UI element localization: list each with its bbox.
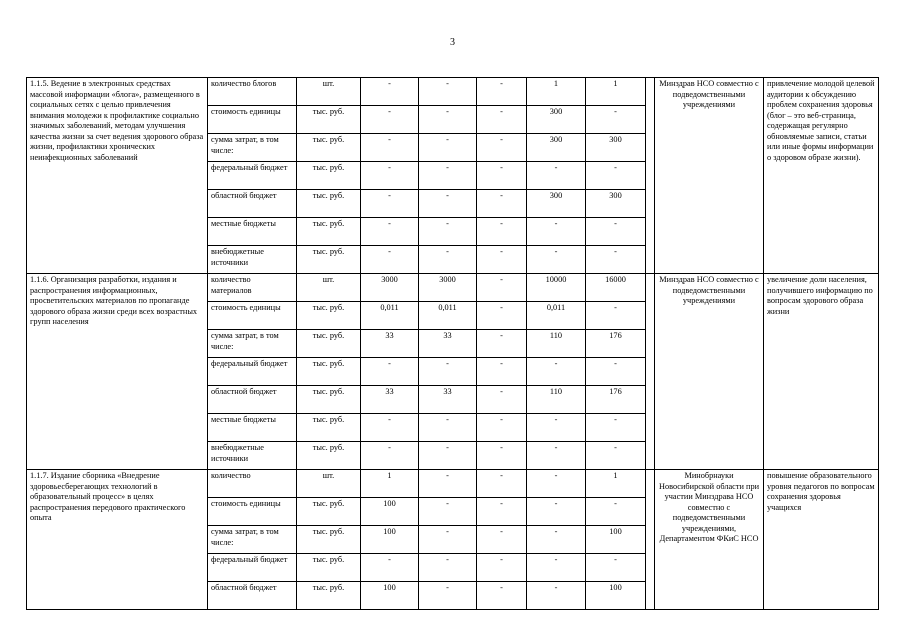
value-cell: 300 <box>586 134 646 162</box>
indicator-cell: количество материалов <box>208 274 297 302</box>
value-cell: - <box>361 190 419 218</box>
value-cell: - <box>586 442 646 470</box>
value-cell: 176 <box>586 386 646 414</box>
value-cell: - <box>586 162 646 190</box>
unit-cell: шт. <box>297 470 361 498</box>
value-cell: 100 <box>586 582 646 610</box>
unit-cell: тыс. руб. <box>297 414 361 442</box>
value-cell: 10000 <box>527 274 586 302</box>
value-cell: - <box>527 470 586 498</box>
value-cell: - <box>527 218 586 246</box>
responsible-executor: Минздрав НСО совместно с подведомственными учреждениями <box>655 78 764 274</box>
value-cell: - <box>419 218 477 246</box>
value-cell: - <box>586 218 646 246</box>
unit-cell: тыс. руб. <box>297 386 361 414</box>
unit-cell: тыс. руб. <box>297 358 361 386</box>
value-cell: 1 <box>527 78 586 106</box>
value-cell: - <box>527 498 586 526</box>
indicator-cell: количество блогов <box>208 78 297 106</box>
indicator-cell: областной бюджет <box>208 190 297 218</box>
value-cell: 100 <box>361 498 419 526</box>
indicator-cell: внебюджетные источники <box>208 246 297 274</box>
expected-result: увеличение доли населения, получившего информацию по вопросам здорового образа жизни <box>764 274 879 470</box>
value-cell: - <box>477 134 527 162</box>
indicator-cell: сумма затрат, в том числе: <box>208 330 297 358</box>
value-cell: - <box>477 526 527 554</box>
value-cell: 100 <box>361 526 419 554</box>
unit-cell: тыс. руб. <box>297 106 361 134</box>
unit-cell: тыс. руб. <box>297 330 361 358</box>
unit-cell: тыс. руб. <box>297 134 361 162</box>
value-cell: 0,011 <box>419 302 477 330</box>
value-cell: - <box>477 162 527 190</box>
value-cell: 100 <box>361 582 419 610</box>
value-cell: - <box>586 554 646 582</box>
unit-cell: тыс. руб. <box>297 218 361 246</box>
value-cell: - <box>419 246 477 274</box>
indicator-cell: стоимость единицы <box>208 106 297 134</box>
indicator-cell: внебюджетные источники <box>208 442 297 470</box>
measure-title: 1.1.6. Организация разработки, издания и распространения информационных, просветительских материалов по пропаганде здорового образа жизни среди всех возрастных групп населения <box>27 274 208 470</box>
value-cell: - <box>586 498 646 526</box>
value-cell: - <box>477 414 527 442</box>
unit-cell: тыс. руб. <box>297 582 361 610</box>
value-cell: - <box>361 414 419 442</box>
value-cell: - <box>477 582 527 610</box>
value-cell: - <box>419 134 477 162</box>
indicator-cell: федеральный бюджет <box>208 162 297 190</box>
value-cell: - <box>419 162 477 190</box>
unit-cell: тыс. руб. <box>297 526 361 554</box>
unit-cell: тыс. руб. <box>297 162 361 190</box>
value-cell: - <box>361 218 419 246</box>
value-cell: 16000 <box>586 274 646 302</box>
value-cell: 3000 <box>361 274 419 302</box>
value-cell: - <box>419 78 477 106</box>
value-cell: 33 <box>361 386 419 414</box>
responsible-executor: Минздрав НСО совместно с подведомственными учреждениями <box>655 274 764 470</box>
value-cell: 100 <box>586 526 646 554</box>
value-cell: - <box>361 162 419 190</box>
indicator-cell: количество <box>208 470 297 498</box>
page-number: 3 <box>450 37 455 48</box>
value-cell: 0,011 <box>361 302 419 330</box>
measure-title: 1.1.5. Ведение в электронных средствах массовой информации «блога», размещенного в социальных сетях с целью привлечения внимания молодежи к профилактике социально значимых заболеваний, методам улучшения качества жизни за счет ведения здорового образа жизни, профилактики хронических неинфекционных заболеваний <box>27 78 208 274</box>
value-cell: 33 <box>419 330 477 358</box>
value-cell: 300 <box>527 134 586 162</box>
value-cell: - <box>527 246 586 274</box>
spacer-cell <box>646 274 655 470</box>
spacer-cell <box>646 78 655 274</box>
table-row <box>27 78 879 106</box>
value-cell: - <box>419 470 477 498</box>
value-cell: - <box>527 442 586 470</box>
responsible-executor: Минобрнауки Новосибирской области при участии Минздрава НСО совместно с подведомственными учреждениями, Департаментом ФКиС НСО <box>655 470 764 610</box>
indicator-cell: федеральный бюджет <box>208 554 297 582</box>
value-cell: 1 <box>586 470 646 498</box>
value-cell: - <box>477 106 527 134</box>
indicator-cell: федеральный бюджет <box>208 358 297 386</box>
value-cell: 110 <box>527 330 586 358</box>
value-cell: 110 <box>527 386 586 414</box>
indicator-cell: сумма затрат, в том числе: <box>208 526 297 554</box>
indicator-cell: сумма затрат, в том числе: <box>208 134 297 162</box>
value-cell: - <box>361 78 419 106</box>
value-cell: 1 <box>361 470 419 498</box>
value-cell: 0,011 <box>527 302 586 330</box>
value-cell: 33 <box>361 330 419 358</box>
value-cell: - <box>419 554 477 582</box>
value-cell: - <box>527 582 586 610</box>
unit-cell: тыс. руб. <box>297 190 361 218</box>
table-row <box>27 274 879 302</box>
value-cell: - <box>477 330 527 358</box>
value-cell: - <box>477 498 527 526</box>
value-cell: - <box>527 414 586 442</box>
value-cell: - <box>586 106 646 134</box>
value-cell: - <box>477 218 527 246</box>
value-cell: - <box>419 358 477 386</box>
value-cell: - <box>586 358 646 386</box>
value-cell: - <box>419 498 477 526</box>
value-cell: 176 <box>586 330 646 358</box>
value-cell: - <box>361 134 419 162</box>
value-cell: - <box>419 106 477 134</box>
value-cell: - <box>477 246 527 274</box>
indicator-cell: стоимость единицы <box>208 498 297 526</box>
value-cell: - <box>477 190 527 218</box>
value-cell: - <box>477 78 527 106</box>
value-cell: 33 <box>419 386 477 414</box>
value-cell: - <box>361 554 419 582</box>
value-cell: - <box>586 414 646 442</box>
value-cell: - <box>361 442 419 470</box>
table-row <box>27 470 879 498</box>
unit-cell: тыс. руб. <box>297 554 361 582</box>
value-cell: - <box>477 554 527 582</box>
value-cell: 300 <box>527 106 586 134</box>
indicator-cell: областной бюджет <box>208 582 297 610</box>
value-cell: - <box>586 246 646 274</box>
value-cell: - <box>419 414 477 442</box>
value-cell: - <box>527 554 586 582</box>
value-cell: 300 <box>527 190 586 218</box>
value-cell: - <box>527 162 586 190</box>
spacer-cell <box>646 470 655 610</box>
indicator-cell: стоимость единицы <box>208 302 297 330</box>
value-cell: - <box>419 526 477 554</box>
unit-cell: тыс. руб. <box>297 246 361 274</box>
value-cell: - <box>477 302 527 330</box>
value-cell: - <box>361 246 419 274</box>
value-cell: - <box>361 358 419 386</box>
unit-cell: тыс. руб. <box>297 442 361 470</box>
value-cell: 300 <box>586 190 646 218</box>
unit-cell: тыс. руб. <box>297 302 361 330</box>
value-cell: - <box>477 442 527 470</box>
value-cell: - <box>477 274 527 302</box>
expected-result: привлечение молодой целевой аудитории к обсуждению проблем сохранения здоровья (блог – это веб-страница, содержащая регулярно обновляемые записи, статьи или иные формы информации о здоровом образе жизни). <box>764 78 879 274</box>
value-cell: - <box>419 442 477 470</box>
value-cell: - <box>477 470 527 498</box>
indicator-cell: местные бюджеты <box>208 414 297 442</box>
program-measures-table <box>26 77 879 610</box>
value-cell: - <box>527 526 586 554</box>
value-cell: - <box>477 358 527 386</box>
measure-title: 1.1.7. Издание сборника «Внедрение здоровьесберегающих технологий в образовательный процесс» в целях распространения передового практического опыта <box>27 470 208 610</box>
value-cell: - <box>419 190 477 218</box>
value-cell: - <box>586 302 646 330</box>
unit-cell: шт. <box>297 274 361 302</box>
value-cell: 1 <box>586 78 646 106</box>
value-cell: - <box>419 582 477 610</box>
value-cell: 3000 <box>419 274 477 302</box>
expected-result: повышение образовательного уровня педагогов по вопросам сохранения здоровья учащихся <box>764 470 879 610</box>
unit-cell: тыс. руб. <box>297 498 361 526</box>
unit-cell: шт. <box>297 78 361 106</box>
value-cell: - <box>361 106 419 134</box>
indicator-cell: областной бюджет <box>208 386 297 414</box>
indicator-cell: местные бюджеты <box>208 218 297 246</box>
value-cell: - <box>527 358 586 386</box>
value-cell: - <box>477 386 527 414</box>
